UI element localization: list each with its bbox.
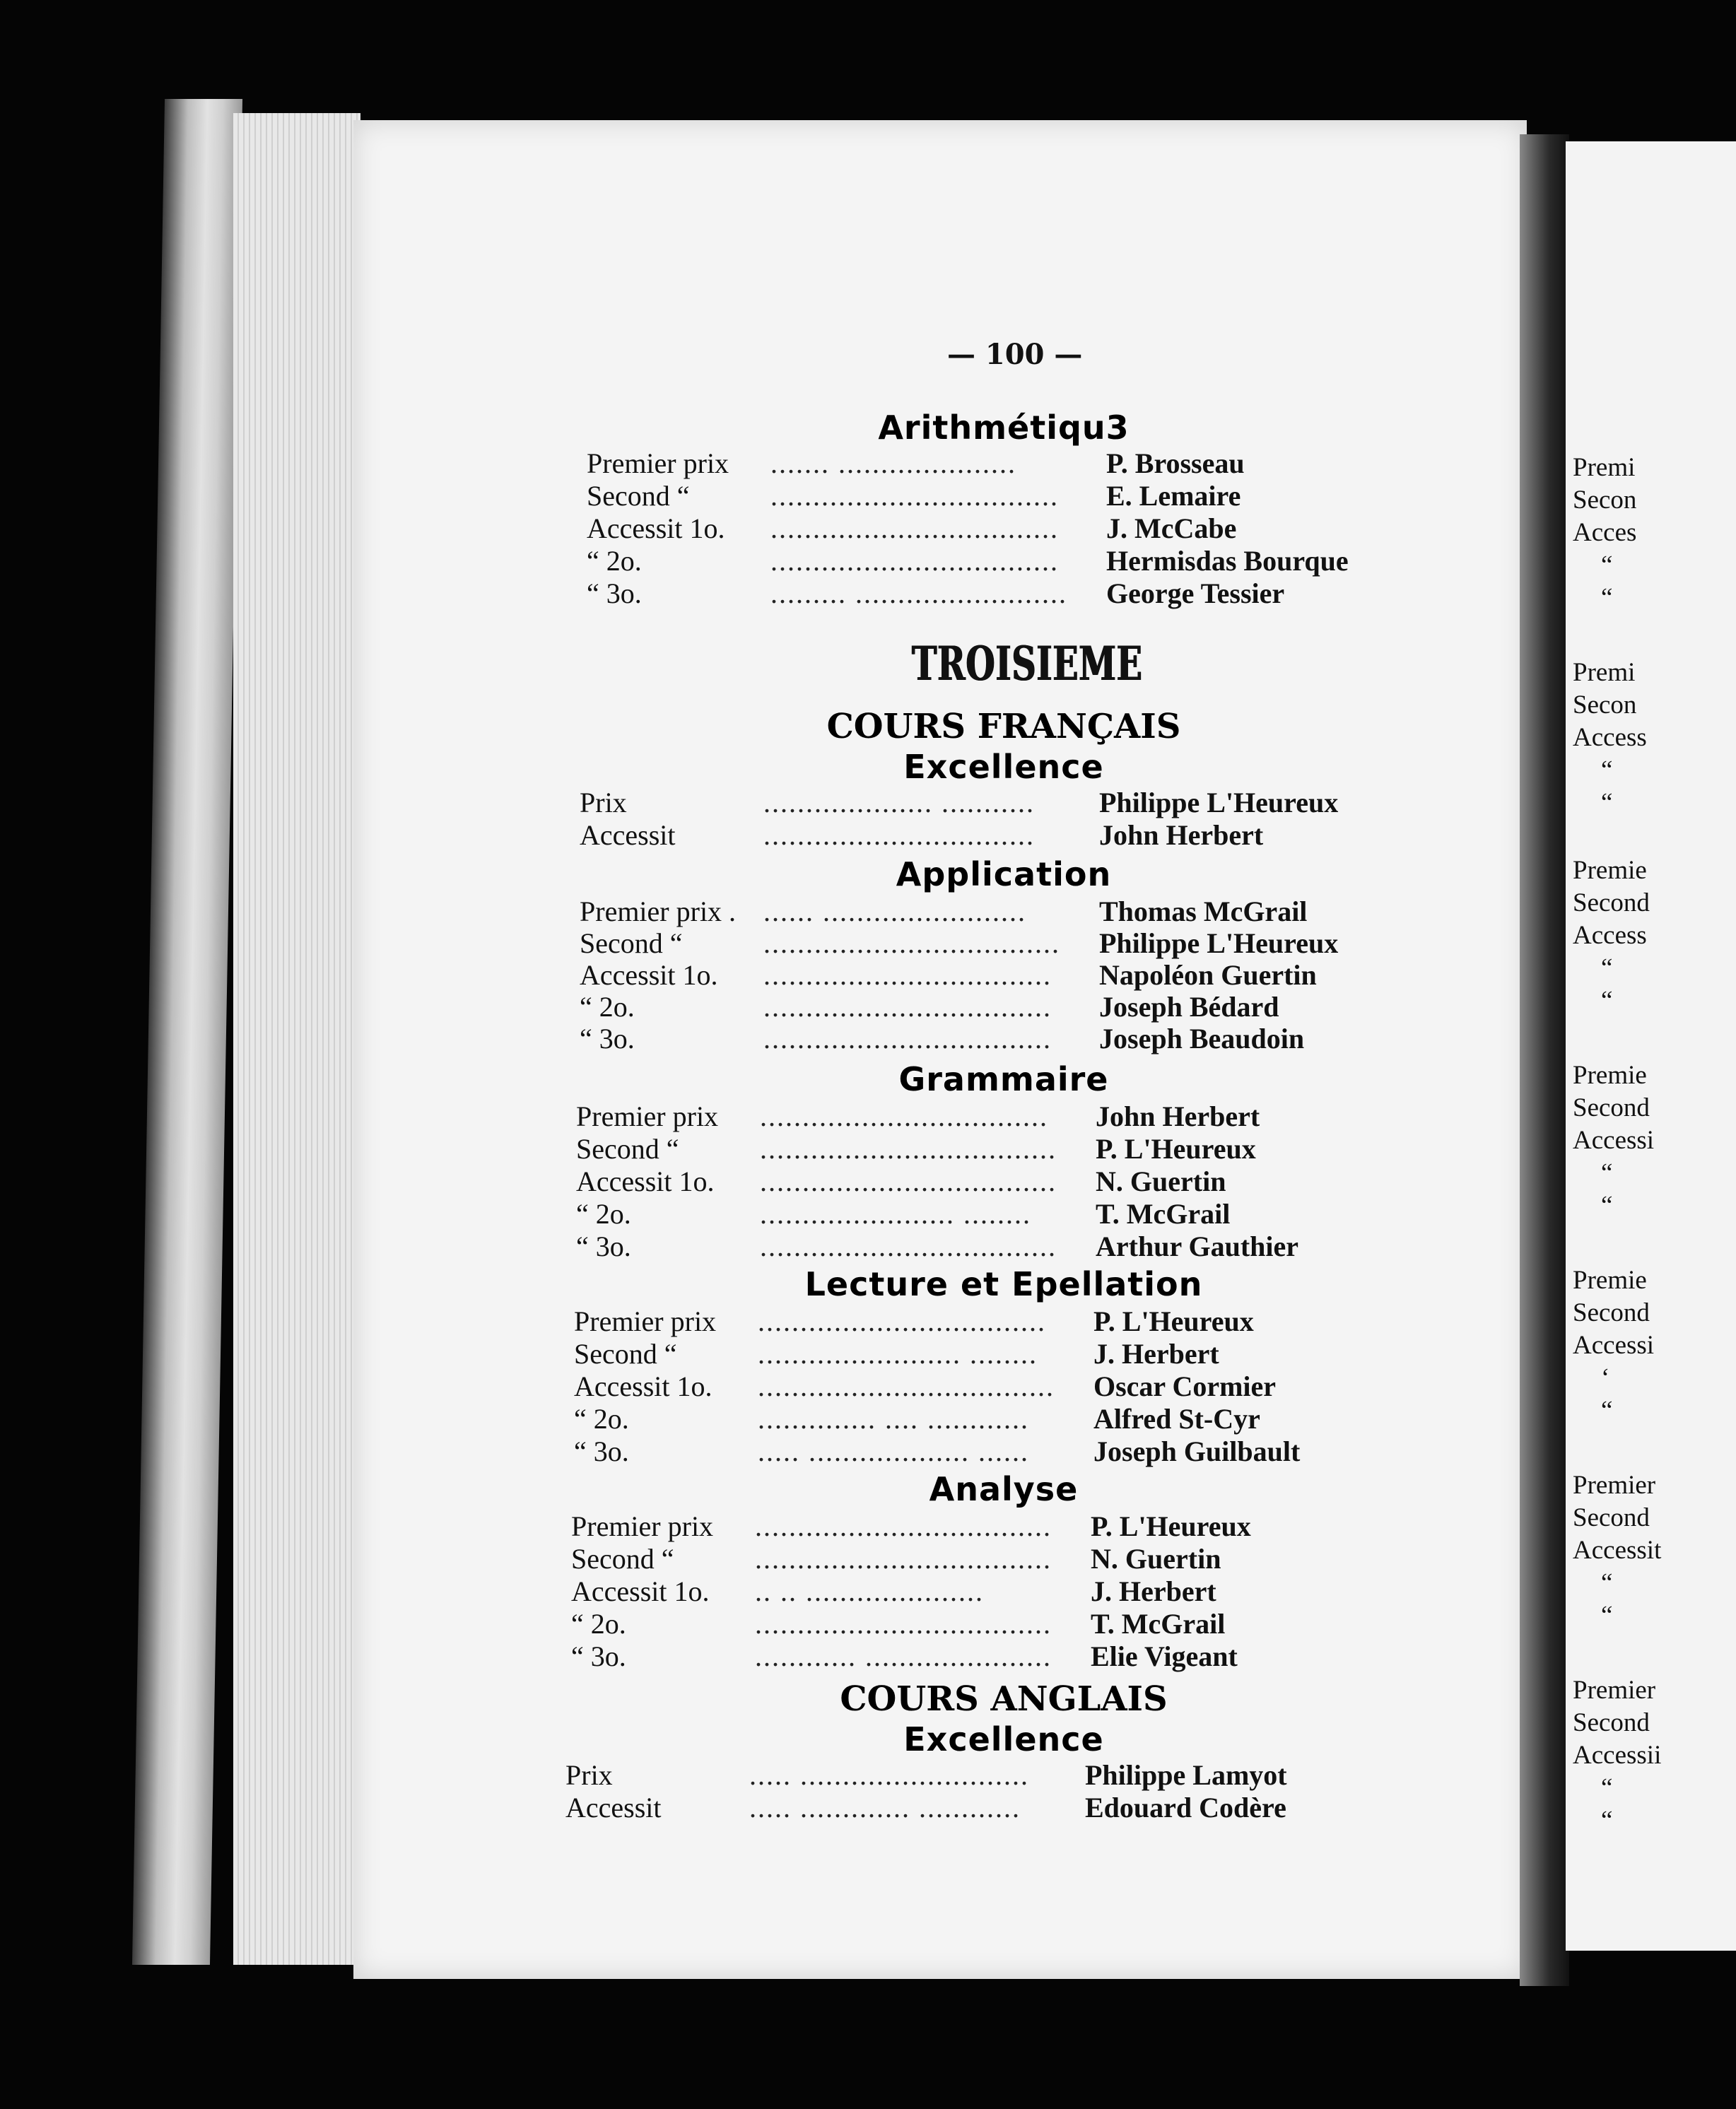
winner-name: Joseph Bédard bbox=[1099, 991, 1279, 1023]
right-page-fragment: Premi bbox=[1573, 453, 1636, 482]
winner-name: John Herbert bbox=[1096, 1100, 1260, 1132]
table-row bbox=[576, 1230, 1382, 1262]
prize-label: Second “ bbox=[571, 1543, 674, 1575]
dot-leader: ................................... bbox=[763, 927, 1060, 959]
heading-cours-francais: COURS FRANÇAIS bbox=[826, 707, 1181, 746]
winner-name: Philippe Lamyot bbox=[1085, 1759, 1287, 1791]
table-row bbox=[574, 1337, 1380, 1370]
prize-label: Premier prix bbox=[576, 1100, 719, 1132]
winner-name: Hermisdas Bourque bbox=[1106, 545, 1349, 577]
prize-label: Second “ bbox=[574, 1338, 677, 1370]
right-page-fragment: “ bbox=[1601, 986, 1613, 1015]
dot-leader: ................................... bbox=[755, 1608, 1052, 1640]
dot-leader: ..... ........................... bbox=[749, 1759, 1029, 1791]
prize-label: Second “ bbox=[587, 480, 690, 512]
table-row bbox=[580, 990, 1385, 1023]
winner-name: N. Guertin bbox=[1091, 1543, 1221, 1575]
table-row bbox=[565, 1791, 1371, 1823]
dot-leader: .................................. bbox=[763, 1023, 1052, 1054]
prize-label: Premier prix bbox=[574, 1305, 717, 1337]
table-row bbox=[576, 1197, 1382, 1230]
winner-name: T. McGrail bbox=[1091, 1608, 1226, 1640]
right-page-fragment: “ bbox=[1601, 1568, 1613, 1597]
dot-leader: .................... ........... bbox=[763, 787, 1035, 818]
prize-label: Accessit 1o. bbox=[580, 959, 718, 991]
table-row bbox=[580, 958, 1385, 991]
prize-label: “ 3o. bbox=[571, 1640, 626, 1672]
table-row bbox=[574, 1305, 1380, 1337]
winner-name: T. McGrail bbox=[1096, 1198, 1231, 1230]
right-page-fragment: “ bbox=[1601, 1806, 1613, 1835]
right-page-fragment: “ bbox=[1601, 788, 1613, 817]
winner-name: J. Herbert bbox=[1091, 1575, 1216, 1607]
right-page-fragment: Secon bbox=[1573, 691, 1637, 719]
table-row bbox=[580, 818, 1385, 851]
table-row bbox=[571, 1640, 1377, 1672]
right-page-fragment: Second bbox=[1573, 1298, 1650, 1327]
winner-name: N. Guertin bbox=[1096, 1165, 1226, 1197]
winner-name: E. Lemaire bbox=[1106, 480, 1241, 512]
heading-arithmetique: Arithmétiqu​3 bbox=[878, 409, 1130, 447]
winner-name: Arthur Gauthier bbox=[1096, 1230, 1299, 1262]
dot-leader: .................................. bbox=[770, 545, 1059, 577]
table-row bbox=[580, 895, 1385, 927]
table-row bbox=[574, 1435, 1380, 1467]
dot-leader: ................................... bbox=[760, 1165, 1057, 1197]
dot-leader: ................................... bbox=[760, 1230, 1057, 1262]
dot-leader: ................................... bbox=[755, 1510, 1052, 1542]
table-row bbox=[576, 1165, 1382, 1197]
book-edge bbox=[132, 99, 242, 1965]
right-page-fragment: Access bbox=[1573, 921, 1647, 950]
winner-name: Elie Vigeant bbox=[1091, 1640, 1238, 1672]
table-row bbox=[587, 479, 1392, 512]
prize-label: Accessit 1o. bbox=[576, 1165, 715, 1197]
table-row bbox=[580, 927, 1385, 959]
right-page-fragment: Premi bbox=[1573, 658, 1636, 687]
dot-leader: .................................. bbox=[760, 1100, 1048, 1132]
table-row bbox=[576, 1100, 1382, 1132]
winner-name: Oscar Cormier bbox=[1093, 1370, 1277, 1402]
dot-leader: ................................... bbox=[758, 1370, 1055, 1402]
heading-excellence-en: Excellence bbox=[903, 1720, 1104, 1758]
winner-name: Philippe L'Heureux bbox=[1099, 927, 1339, 959]
dot-leader: ........................ ........ bbox=[758, 1338, 1038, 1370]
table-row bbox=[587, 544, 1392, 577]
prize-label: Accessit 1o. bbox=[587, 512, 725, 544]
table-row bbox=[587, 512, 1392, 544]
prize-label: “ 3o. bbox=[580, 1023, 635, 1054]
prize-label: “ 2o. bbox=[571, 1608, 626, 1640]
right-page-fragment: “ bbox=[1601, 756, 1613, 785]
prize-label: Prix bbox=[565, 1759, 613, 1791]
right-page-fragment: Premie bbox=[1573, 1266, 1647, 1295]
right-page-fragment: “ bbox=[1601, 1396, 1613, 1425]
right-page-fragment: Premie bbox=[1573, 856, 1647, 885]
prize-label: Premier prix bbox=[571, 1510, 714, 1542]
table-row bbox=[580, 786, 1385, 818]
dot-leader: .................................. bbox=[770, 480, 1059, 512]
right-page-fragment: Second bbox=[1573, 1708, 1650, 1737]
table-row bbox=[571, 1607, 1377, 1640]
right-page-fragment: “ bbox=[1601, 1773, 1613, 1802]
dot-leader: .................................. bbox=[770, 512, 1059, 544]
dot-leader: .................................. bbox=[758, 1305, 1046, 1337]
table-row bbox=[574, 1402, 1380, 1435]
heading-grammaire: Grammaire bbox=[898, 1060, 1109, 1098]
dot-leader: ................................... bbox=[755, 1543, 1052, 1575]
heading-cours-anglais: COURS ANGLAIS bbox=[840, 1679, 1168, 1719]
dot-leader: ....... ..................... bbox=[770, 447, 1016, 479]
right-page-fragment: Access bbox=[1573, 723, 1647, 752]
right-page-fragment: Secon bbox=[1573, 486, 1637, 515]
right-page-fragment: ‘ bbox=[1601, 1363, 1610, 1392]
right-page-fragment: Second bbox=[1573, 1503, 1650, 1532]
right-page-fragment: Premie bbox=[1573, 1061, 1647, 1090]
right-page-fragment: Accessii bbox=[1573, 1741, 1662, 1770]
right-page-fragment: Second bbox=[1573, 1093, 1650, 1122]
prize-label: “ 2o. bbox=[587, 545, 642, 577]
table-row bbox=[571, 1575, 1377, 1607]
prize-label: Accessit bbox=[565, 1792, 662, 1823]
winner-name: J. McCabe bbox=[1106, 512, 1237, 544]
dot-leader: ............ ...................... bbox=[755, 1640, 1052, 1672]
winner-name: Joseph Guilbault bbox=[1093, 1435, 1301, 1467]
right-page bbox=[1566, 141, 1736, 1951]
right-page-fragment: Premier bbox=[1573, 1676, 1656, 1705]
winner-name: J. Herbert bbox=[1093, 1338, 1219, 1370]
page-stack bbox=[233, 113, 360, 1965]
right-page-fragment: Accessit bbox=[1573, 1536, 1662, 1565]
winner-name: John Herbert bbox=[1099, 819, 1264, 851]
table-row bbox=[571, 1542, 1377, 1575]
right-page-fragment: “ bbox=[1601, 1158, 1613, 1187]
winner-name: Joseph Beaudoin bbox=[1099, 1023, 1305, 1054]
table-row bbox=[571, 1510, 1377, 1542]
winner-name: Napoléon Guertin bbox=[1099, 959, 1317, 991]
prize-label: Premier prix . bbox=[580, 895, 737, 927]
prize-label: Accessit 1o. bbox=[571, 1575, 710, 1607]
right-page-fragment: “ bbox=[1601, 953, 1613, 982]
prize-label: “ 2o. bbox=[580, 991, 635, 1023]
dot-leader: .............. .... ............ bbox=[758, 1403, 1029, 1435]
right-page-fragment: Accessi bbox=[1573, 1331, 1655, 1360]
right-page-fragment: Accessi bbox=[1573, 1126, 1655, 1155]
winner-name: P. L'Heureux bbox=[1093, 1305, 1254, 1337]
heading-analyse: Analyse bbox=[929, 1470, 1079, 1508]
dot-leader: .................................. bbox=[763, 959, 1052, 991]
table-row bbox=[587, 577, 1392, 609]
winner-name: Edouard Codère bbox=[1085, 1792, 1286, 1823]
table-row bbox=[565, 1758, 1371, 1791]
winner-name: P. L'Heureux bbox=[1096, 1133, 1256, 1165]
prize-label: “ 3o. bbox=[576, 1230, 631, 1262]
dot-leader: ...... ........................ bbox=[763, 895, 1026, 927]
right-page-fragment: “ bbox=[1601, 583, 1613, 612]
prize-label: “ 2o. bbox=[574, 1403, 629, 1435]
right-page-fragment: Premier bbox=[1573, 1471, 1656, 1500]
winner-name: P. L'Heureux bbox=[1091, 1510, 1251, 1542]
page-number: — 100 — bbox=[947, 338, 1083, 371]
winner-name: Thomas McGrail bbox=[1099, 895, 1308, 927]
winner-name: George Tessier bbox=[1106, 577, 1285, 609]
winner-name: Alfred St-Cyr bbox=[1093, 1403, 1260, 1435]
prize-label: Accessit 1o. bbox=[574, 1370, 712, 1402]
dot-leader: ......... ......................... bbox=[770, 577, 1067, 609]
heading-excellence-fr: Excellence bbox=[903, 748, 1104, 786]
dot-leader: .. .. ..................... bbox=[755, 1575, 984, 1607]
dot-leader: ................................ bbox=[763, 819, 1035, 851]
prize-label: “ 3o. bbox=[574, 1435, 629, 1467]
right-page-fragment: “ bbox=[1601, 1601, 1613, 1630]
dot-leader: .................................. bbox=[763, 991, 1052, 1023]
prize-label: “ 3o. bbox=[587, 577, 642, 609]
prize-label: “ 2o. bbox=[576, 1198, 631, 1230]
heading-troisieme: TROISIEME bbox=[912, 636, 1143, 691]
right-page-fragment: Second bbox=[1573, 888, 1650, 917]
right-page-fragment: “ bbox=[1601, 551, 1613, 580]
dot-leader: ..... ............. ............ bbox=[749, 1792, 1021, 1823]
dot-leader: ..... ................... ...... bbox=[758, 1435, 1029, 1467]
right-page-fragment: “ bbox=[1601, 1191, 1613, 1220]
prize-label: Premier prix bbox=[587, 447, 729, 479]
prize-label: Prix bbox=[580, 787, 627, 818]
dot-leader: ................................... bbox=[760, 1133, 1057, 1165]
heading-lecture: Lecture et Epellation bbox=[804, 1265, 1203, 1303]
prize-label: Second “ bbox=[580, 927, 683, 959]
winner-name: P. Brosseau bbox=[1106, 447, 1245, 479]
table-row bbox=[580, 1022, 1385, 1054]
table-row bbox=[574, 1370, 1380, 1402]
table-row bbox=[576, 1132, 1382, 1165]
table-row bbox=[587, 447, 1392, 479]
winner-name: Philippe L'Heureux bbox=[1099, 787, 1339, 818]
right-page-fragment: Acces bbox=[1573, 518, 1637, 547]
heading-application: Application bbox=[896, 855, 1112, 893]
prize-label: Accessit bbox=[580, 819, 676, 851]
prize-label: Second “ bbox=[576, 1133, 679, 1165]
book-gutter bbox=[1520, 134, 1569, 1986]
dot-leader: ....................... ........ bbox=[760, 1198, 1031, 1230]
